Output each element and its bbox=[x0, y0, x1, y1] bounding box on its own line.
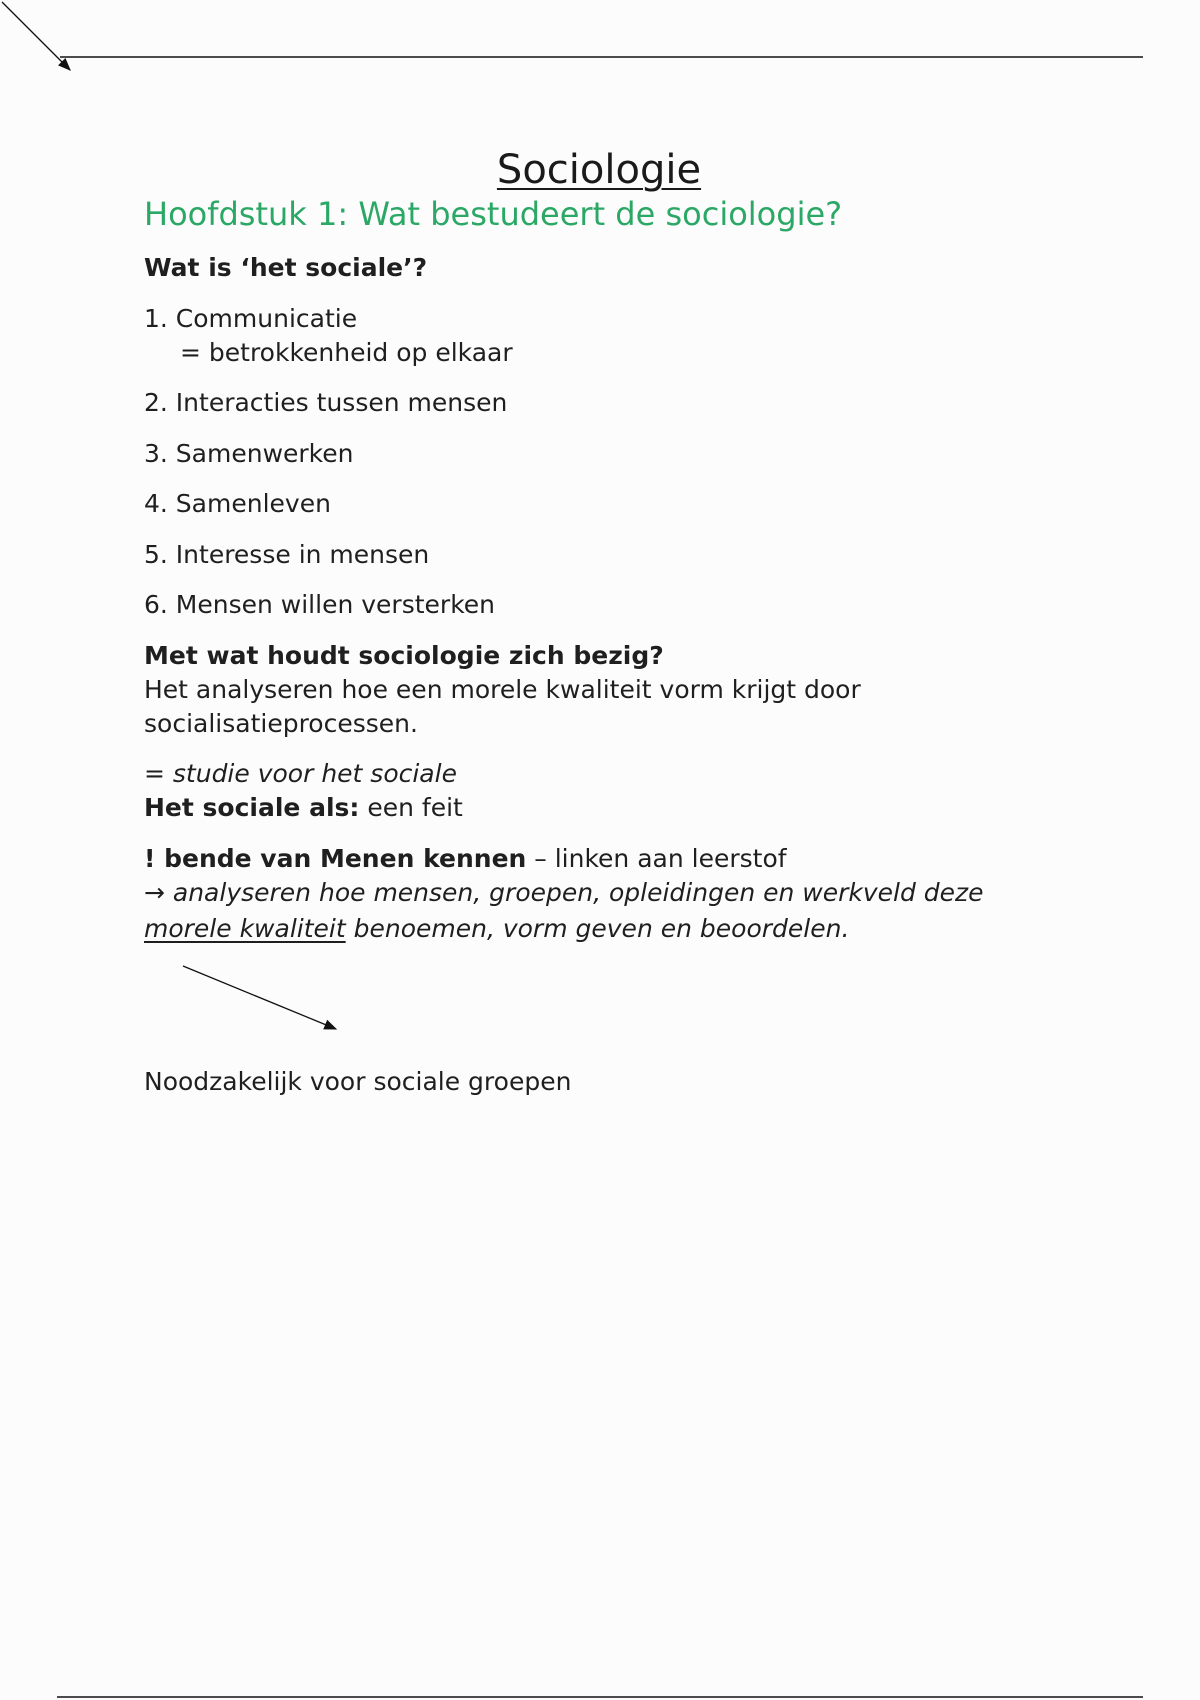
definition-text: = studie voor het sociale bbox=[144, 759, 457, 788]
fact-label: Het sociale als: bbox=[144, 793, 360, 822]
arrow-line-continued bbox=[144, 912, 849, 946]
section-heading-het-sociale: Wat is ‘het sociale’? bbox=[144, 253, 428, 282]
list-item: 6. Mensen willen versterken bbox=[144, 590, 496, 619]
conclusion-text: Noodzakelijk voor sociale groepen bbox=[144, 1067, 572, 1096]
document-title: Sociologie bbox=[496, 147, 702, 193]
section-heading-bezig: Met wat houdt sociologie zich bezig? bbox=[144, 641, 664, 670]
body-text: socialisatieprocessen. bbox=[144, 709, 418, 738]
body-text: Het analyseren hoe een morele kwaliteit vorm krijgt door bbox=[144, 675, 861, 704]
underlined-phrase: morele kwaliteit bbox=[144, 914, 346, 943]
chapter-heading: Hoofdstuk 1: Wat bestudeert de sociologie? bbox=[144, 195, 843, 233]
line-end: benoemen, vorm geven en beoordelen. bbox=[345, 914, 850, 943]
fact-value: een feit bbox=[359, 793, 463, 822]
arrow-line: → analyseren hoe mensen, groepen, opleidingen en werkveld deze bbox=[144, 878, 984, 907]
corner-arrow bbox=[2, 2, 70, 70]
list-item: 5. Interesse in mensen bbox=[144, 540, 430, 569]
list-item-sub: = betrokkenheid op elkaar bbox=[180, 338, 513, 367]
note-line bbox=[144, 842, 787, 876]
list-item: 3. Samenwerken bbox=[144, 439, 354, 468]
connector-arrow bbox=[183, 966, 336, 1029]
list-item: 4. Samenleven bbox=[144, 489, 331, 518]
note-bold: ! bende van Menen kennen bbox=[144, 844, 527, 873]
list-item: 1. Communicatie bbox=[144, 304, 358, 333]
list-item: 2. Interacties tussen mensen bbox=[144, 388, 508, 417]
note-rest: – linken aan leerstof bbox=[526, 844, 787, 873]
fact-line bbox=[144, 791, 463, 825]
